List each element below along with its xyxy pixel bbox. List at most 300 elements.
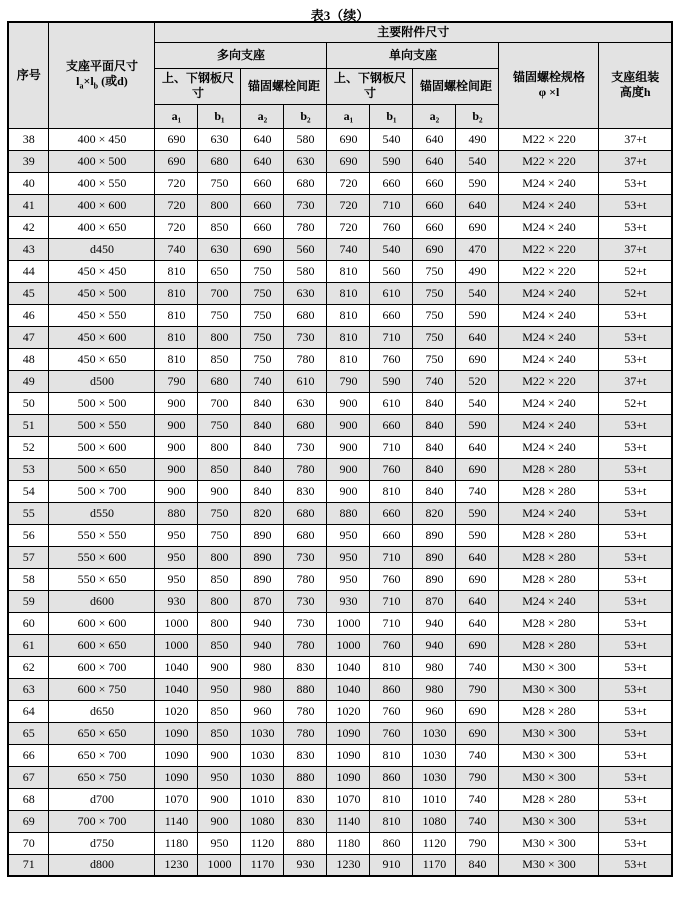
cell-assembly-height: 53+t [599,568,672,590]
cell-single-a2: 660 [413,172,456,194]
cell-multi-b2: 880 [284,678,327,700]
cell-single-b1: 710 [370,546,413,568]
cell-bolt-spec: M22 × 220 [499,238,599,260]
cell-single-b2: 540 [456,150,499,172]
table-row [8,744,672,766]
cell-multi-a2: 960 [241,700,284,722]
cell-multi-b2: 780 [284,700,327,722]
cell-single-b2: 590 [456,524,499,546]
cell-multi-b1: 900 [198,480,241,502]
cell-single-a1: 740 [327,238,370,260]
cell-bolt-spec: M30 × 300 [499,832,599,854]
cell-single-a1: 900 [327,436,370,458]
cell-serial: 53 [8,458,49,480]
cell-plane-dimension: 400 × 550 [49,172,155,194]
header-single-bearing: 单向支座 [327,42,499,68]
cell-single-a1: 900 [327,392,370,414]
assembly-height-line1: 支座组装 [611,70,660,84]
cell-single-b1: 660 [370,172,413,194]
cell-single-a1: 880 [327,502,370,524]
cell-multi-a2: 870 [241,590,284,612]
cell-assembly-height: 53+t [599,502,672,524]
cell-single-b1: 810 [370,744,413,766]
cell-bolt-spec: M28 × 280 [499,700,599,722]
cell-single-b2: 590 [456,304,499,326]
cell-serial: 50 [8,392,49,414]
cell-bolt-spec: M30 × 300 [499,656,599,678]
cell-serial: 67 [8,766,49,788]
cell-multi-b1: 950 [198,678,241,700]
cell-single-a2: 840 [413,480,456,502]
cell-assembly-height: 53+t [599,744,672,766]
cell-single-b2: 640 [456,590,499,612]
cell-serial: 59 [8,590,49,612]
cell-single-a2: 1010 [413,788,456,810]
cell-single-a1: 1090 [327,766,370,788]
cell-multi-a1: 1040 [155,678,198,700]
cell-single-a2: 820 [413,502,456,524]
cell-multi-a2: 1030 [241,766,284,788]
cell-multi-b2: 830 [284,480,327,502]
cell-assembly-height: 53+t [599,194,672,216]
cell-assembly-height: 53+t [599,458,672,480]
cell-serial: 70 [8,832,49,854]
cell-plane-dimension: 500 × 550 [49,414,155,436]
cell-multi-b2: 730 [284,326,327,348]
cell-multi-b1: 630 [198,238,241,260]
table-row [8,568,672,590]
cell-single-a2: 640 [413,150,456,172]
cell-multi-a1: 810 [155,348,198,370]
cell-single-a2: 750 [413,304,456,326]
cell-single-a2: 1030 [413,744,456,766]
cell-serial: 71 [8,854,49,876]
cell-single-b2: 640 [456,612,499,634]
cell-multi-a2: 660 [241,172,284,194]
cell-multi-b2: 930 [284,854,327,876]
table-row [8,480,672,502]
cell-multi-a1: 1090 [155,744,198,766]
cell-bolt-spec: M30 × 300 [499,722,599,744]
cell-single-a1: 690 [327,128,370,150]
cell-single-a1: 1000 [327,612,370,634]
cell-multi-a1: 1180 [155,832,198,854]
header-bolt-spacing-single: 锚固螺栓间距 [413,68,499,104]
cell-single-a2: 840 [413,392,456,414]
cell-single-b2: 690 [456,722,499,744]
cell-serial: 44 [8,260,49,282]
cell-multi-b2: 830 [284,810,327,832]
cell-multi-a1: 900 [155,392,198,414]
cell-bolt-spec: M24 × 240 [499,348,599,370]
cell-multi-a2: 890 [241,568,284,590]
cell-serial: 40 [8,172,49,194]
cell-single-a1: 810 [327,260,370,282]
cell-multi-a1: 1140 [155,810,198,832]
table-row [8,678,672,700]
table-row [8,260,672,282]
cell-single-a2: 840 [413,436,456,458]
cell-multi-b2: 630 [284,392,327,414]
cell-single-a2: 840 [413,414,456,436]
cell-multi-b1: 900 [198,656,241,678]
cell-assembly-height: 37+t [599,370,672,392]
cell-single-b1: 760 [370,458,413,480]
bolt-spec-line2: φ ×l [538,85,560,99]
table-header [8,22,672,128]
cell-single-b2: 740 [456,788,499,810]
cell-multi-b2: 730 [284,436,327,458]
cell-single-a2: 750 [413,348,456,370]
cell-multi-a2: 750 [241,326,284,348]
cell-multi-b2: 730 [284,194,327,216]
cell-assembly-height: 53+t [599,172,672,194]
cell-assembly-height: 52+t [599,282,672,304]
cell-assembly-height: 53+t [599,810,672,832]
cell-single-a2: 660 [413,194,456,216]
cell-multi-a2: 750 [241,260,284,282]
cell-single-a2: 890 [413,568,456,590]
cell-multi-b1: 850 [198,458,241,480]
cell-serial: 65 [8,722,49,744]
header-b1-multi: b₁ [198,104,241,128]
cell-plane-dimension: 450 × 550 [49,304,155,326]
cell-multi-b2: 730 [284,546,327,568]
cell-multi-b2: 780 [284,348,327,370]
cell-multi-b1: 680 [198,150,241,172]
cell-multi-a1: 1090 [155,722,198,744]
cell-plane-dimension: 600 × 700 [49,656,155,678]
cell-single-a2: 980 [413,678,456,700]
cell-bolt-spec: M22 × 220 [499,370,599,392]
cell-bolt-spec: M24 × 240 [499,216,599,238]
table-row [8,348,672,370]
cell-multi-a1: 1000 [155,612,198,634]
cell-assembly-height: 53+t [599,590,672,612]
cell-single-b1: 710 [370,436,413,458]
cell-single-a1: 810 [327,304,370,326]
cell-bolt-spec: M28 × 280 [499,546,599,568]
cell-plane-dimension: d450 [49,238,155,260]
cell-multi-b2: 780 [284,458,327,480]
cell-single-b2: 790 [456,678,499,700]
cell-serial: 61 [8,634,49,656]
cell-multi-b2: 680 [284,414,327,436]
cell-multi-b2: 560 [284,238,327,260]
cell-single-b1: 860 [370,678,413,700]
table-body [8,128,672,876]
cell-bolt-spec: M28 × 280 [499,480,599,502]
cell-single-b1: 610 [370,392,413,414]
table-row [8,656,672,678]
cell-assembly-height: 53+t [599,436,672,458]
cell-single-a2: 890 [413,524,456,546]
cell-serial: 49 [8,370,49,392]
header-a2-single: a₂ [413,104,456,128]
plane-sym-sub-a: a [79,81,84,91]
cell-serial: 69 [8,810,49,832]
cell-bolt-spec: M28 × 280 [499,634,599,656]
cell-multi-b1: 1000 [198,854,241,876]
cell-bolt-spec: M24 × 240 [499,194,599,216]
cell-multi-a2: 690 [241,238,284,260]
table-row [8,304,672,326]
cell-multi-b1: 850 [198,568,241,590]
cell-single-a1: 1000 [327,634,370,656]
table-row [8,458,672,480]
cell-single-a1: 1180 [327,832,370,854]
cell-single-b2: 790 [456,766,499,788]
cell-assembly-height: 52+t [599,260,672,282]
cell-single-a2: 980 [413,656,456,678]
cell-single-b2: 640 [456,546,499,568]
table-row [8,832,672,854]
cell-single-b1: 710 [370,194,413,216]
cell-multi-a1: 720 [155,194,198,216]
cell-single-a1: 950 [327,546,370,568]
cell-multi-b1: 630 [198,128,241,150]
table-row [8,788,672,810]
cell-single-a1: 810 [327,348,370,370]
cell-multi-a1: 690 [155,150,198,172]
cell-multi-a1: 950 [155,524,198,546]
cell-multi-a1: 1070 [155,788,198,810]
cell-bolt-spec: M24 × 240 [499,172,599,194]
table-row [8,590,672,612]
cell-single-a2: 740 [413,370,456,392]
cell-single-b1: 810 [370,810,413,832]
cell-multi-b1: 850 [198,634,241,656]
cell-multi-a2: 640 [241,150,284,172]
cell-multi-b1: 800 [198,612,241,634]
cell-assembly-height: 53+t [599,634,672,656]
bearing-dimension-table [7,21,673,877]
cell-multi-b2: 880 [284,766,327,788]
cell-assembly-height: 53+t [599,326,672,348]
cell-multi-b1: 950 [198,766,241,788]
cell-assembly-height: 37+t [599,238,672,260]
cell-serial: 66 [8,744,49,766]
cell-multi-b1: 800 [198,436,241,458]
cell-assembly-height: 53+t [599,832,672,854]
cell-serial: 39 [8,150,49,172]
cell-single-b2: 740 [456,810,499,832]
cell-single-a1: 950 [327,524,370,546]
cell-multi-a2: 1030 [241,744,284,766]
cell-serial: 42 [8,216,49,238]
cell-single-a2: 940 [413,612,456,634]
cell-bolt-spec: M28 × 280 [499,458,599,480]
cell-multi-a2: 750 [241,348,284,370]
cell-multi-b1: 800 [198,590,241,612]
cell-single-a2: 1030 [413,722,456,744]
cell-plane-dimension: 650 × 650 [49,722,155,744]
cell-bolt-spec: M24 × 240 [499,282,599,304]
cell-multi-a2: 980 [241,678,284,700]
cell-bolt-spec: M22 × 220 [499,260,599,282]
cell-single-b2: 540 [456,392,499,414]
cell-multi-b1: 750 [198,414,241,436]
cell-single-a2: 690 [413,238,456,260]
cell-bolt-spec: M24 × 240 [499,436,599,458]
cell-multi-b1: 800 [198,326,241,348]
cell-single-a1: 810 [327,282,370,304]
header-a2-multi: a₂ [241,104,284,128]
cell-single-a1: 1140 [327,810,370,832]
cell-serial: 55 [8,502,49,524]
cell-serial: 62 [8,656,49,678]
cell-single-b2: 690 [456,216,499,238]
cell-single-b2: 690 [456,634,499,656]
cell-multi-b2: 610 [284,370,327,392]
cell-multi-a1: 930 [155,590,198,612]
cell-multi-a1: 1020 [155,700,198,722]
cell-assembly-height: 53+t [599,788,672,810]
cell-multi-a1: 1090 [155,766,198,788]
cell-assembly-height: 37+t [599,128,672,150]
cell-multi-b2: 780 [284,634,327,656]
cell-assembly-height: 52+t [599,392,672,414]
cell-multi-a1: 900 [155,480,198,502]
cell-multi-a1: 900 [155,414,198,436]
table-row [8,634,672,656]
cell-single-b1: 660 [370,502,413,524]
cell-bolt-spec: M24 × 240 [499,590,599,612]
header-main-dimensions: 主要附件尺寸 [155,22,672,42]
cell-multi-b2: 780 [284,722,327,744]
table-row [8,392,672,414]
cell-bolt-spec: M22 × 220 [499,150,599,172]
cell-single-b1: 560 [370,260,413,282]
cell-single-a1: 900 [327,480,370,502]
cell-multi-a1: 810 [155,260,198,282]
cell-plane-dimension: 450 × 650 [49,348,155,370]
cell-multi-b1: 750 [198,502,241,524]
cell-plane-dimension: 550 × 600 [49,546,155,568]
cell-single-b1: 810 [370,788,413,810]
cell-multi-a2: 980 [241,656,284,678]
cell-assembly-height: 53+t [599,216,672,238]
cell-serial: 56 [8,524,49,546]
cell-multi-b1: 700 [198,392,241,414]
cell-multi-b1: 900 [198,810,241,832]
cell-multi-b2: 680 [284,524,327,546]
cell-single-b2: 640 [456,326,499,348]
cell-single-b1: 860 [370,832,413,854]
cell-plane-dimension: d500 [49,370,155,392]
cell-single-b2: 740 [456,480,499,502]
cell-serial: 60 [8,612,49,634]
cell-multi-b1: 850 [198,722,241,744]
cell-multi-b1: 850 [198,700,241,722]
header-bolt-spec [499,42,599,128]
cell-single-b1: 760 [370,568,413,590]
cell-single-a1: 930 [327,590,370,612]
cell-serial: 52 [8,436,49,458]
cell-single-a2: 870 [413,590,456,612]
cell-bolt-spec: M28 × 280 [499,568,599,590]
cell-single-a1: 1040 [327,656,370,678]
plane-sym-suffix: (或d) [98,74,128,89]
cell-multi-a1: 900 [155,458,198,480]
table-row [8,700,672,722]
table-row [8,128,672,150]
cell-single-b2: 590 [456,502,499,524]
cell-single-a1: 690 [327,150,370,172]
table-row [8,502,672,524]
cell-assembly-height: 53+t [599,656,672,678]
cell-single-b1: 610 [370,282,413,304]
cell-assembly-height: 53+t [599,854,672,876]
cell-bolt-spec: M30 × 300 [499,766,599,788]
cell-single-b2: 540 [456,282,499,304]
cell-single-a2: 940 [413,634,456,656]
cell-single-a1: 810 [327,326,370,348]
cell-multi-b2: 730 [284,612,327,634]
cell-assembly-height: 53+t [599,480,672,502]
header-b1-single: b₁ [370,104,413,128]
cell-plane-dimension: 550 × 550 [49,524,155,546]
cell-single-b2: 740 [456,744,499,766]
header-b2-multi: b₂ [284,104,327,128]
cell-serial: 43 [8,238,49,260]
cell-multi-b2: 680 [284,172,327,194]
cell-multi-a1: 950 [155,546,198,568]
cell-single-a2: 750 [413,282,456,304]
cell-single-b2: 640 [456,194,499,216]
cell-plane-dimension: 500 × 500 [49,392,155,414]
cell-multi-a2: 840 [241,436,284,458]
cell-multi-a2: 820 [241,502,284,524]
header-serial: 序号 [8,22,49,128]
cell-plane-dimension: 500 × 700 [49,480,155,502]
cell-single-a1: 1090 [327,744,370,766]
cell-plane-dimension: 700 × 700 [49,810,155,832]
cell-multi-a1: 1230 [155,854,198,876]
cell-single-b1: 760 [370,722,413,744]
cell-multi-b2: 580 [284,128,327,150]
cell-multi-a2: 660 [241,216,284,238]
table-row [8,414,672,436]
cell-serial: 38 [8,128,49,150]
cell-single-a2: 750 [413,260,456,282]
cell-serial: 54 [8,480,49,502]
cell-multi-a1: 810 [155,282,198,304]
cell-bolt-spec: M24 × 240 [499,326,599,348]
cell-assembly-height: 53+t [599,678,672,700]
cell-plane-dimension: d800 [49,854,155,876]
cell-single-a1: 720 [327,194,370,216]
cell-assembly-height: 53+t [599,546,672,568]
cell-plane-dimension: 450 × 600 [49,326,155,348]
cell-multi-b2: 880 [284,832,327,854]
cell-single-b2: 590 [456,414,499,436]
cell-plane-dimension: d750 [49,832,155,854]
table-row [8,282,672,304]
cell-multi-b1: 750 [198,304,241,326]
cell-serial: 46 [8,304,49,326]
cell-multi-a2: 890 [241,524,284,546]
cell-serial: 68 [8,788,49,810]
cell-single-a2: 1030 [413,766,456,788]
cell-multi-b2: 780 [284,568,327,590]
cell-bolt-spec: M30 × 300 [499,678,599,700]
cell-multi-a2: 840 [241,414,284,436]
cell-single-b2: 690 [456,348,499,370]
bolt-spec-line1: 锚固螺栓规格 [512,70,585,84]
header-a1-single: a₁ [327,104,370,128]
cell-serial: 48 [8,348,49,370]
